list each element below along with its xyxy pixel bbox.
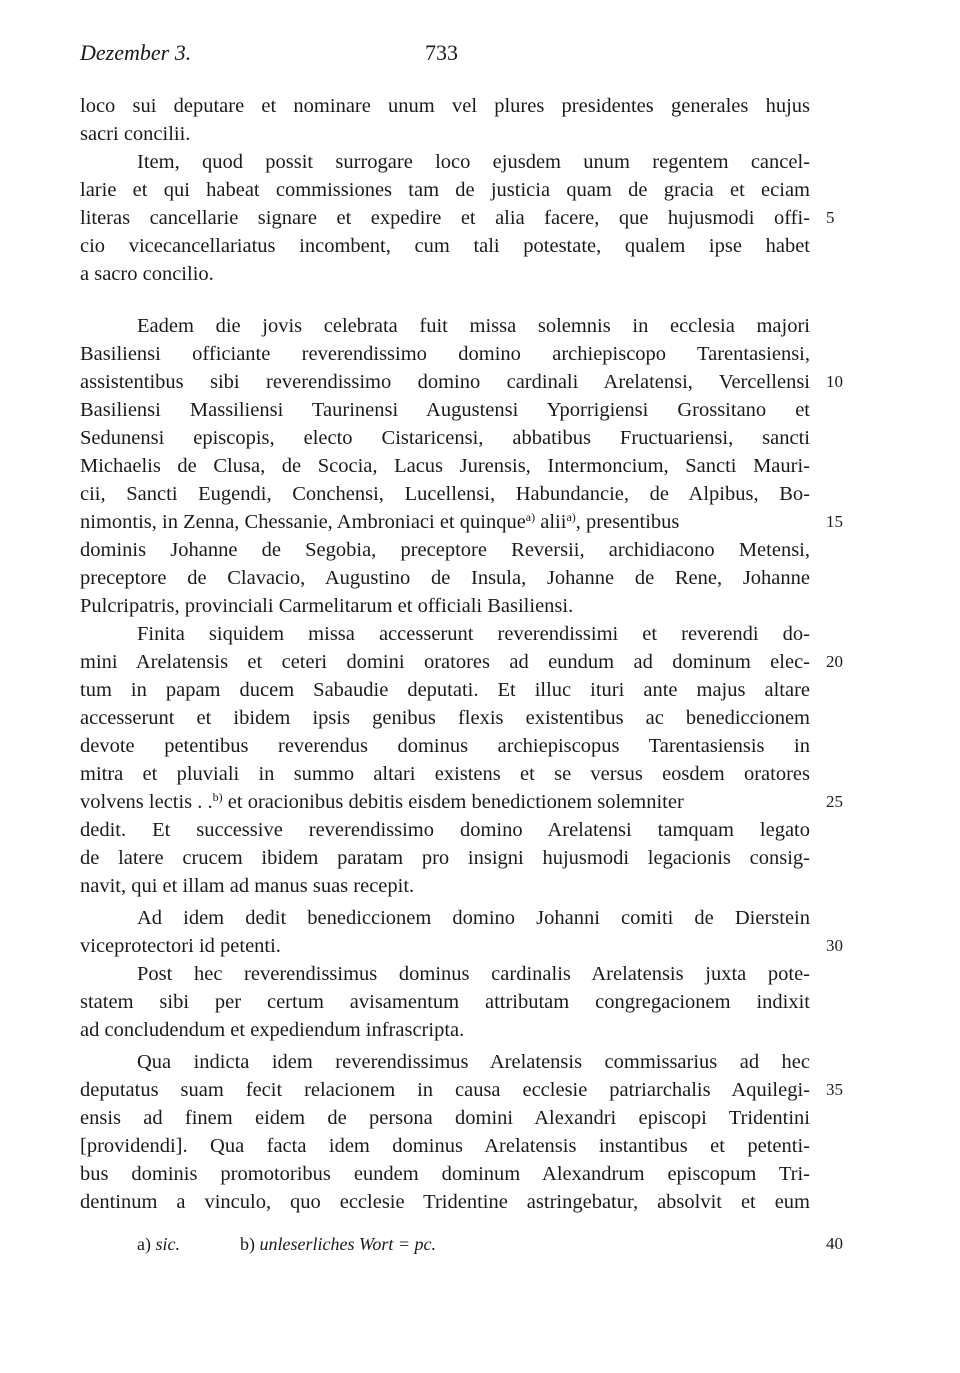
footnote-mark: b) [240, 1234, 255, 1254]
text-line: a sacro concilio. [80, 263, 214, 285]
margin-line-number: 10 [826, 372, 843, 391]
text-line: cii, Sancti Eugendi, Conchensi, Lucellensi, Habundancie, de Alpibus, Bo- [80, 483, 810, 505]
text-line: loco sui deputare et nominare unum vel plures presidentes generales hujus [80, 95, 810, 117]
text-line: Ad idem dedit benediccionem domino Johanni comiti de Dierstein [137, 907, 810, 929]
text-line: Michaelis de Clusa, de Scocia, Lacus Jurensis, Intermoncium, Sancti Mauri- [80, 455, 810, 477]
text-line: assistentibus sibi reverendissimo domino cardinali Arelatensi, Vercellensi [80, 371, 810, 393]
text-line: larie et qui habeat commissiones tam de justicia quam de gracia et eciam [80, 179, 810, 201]
margin-line-number: 5 [826, 208, 835, 227]
text-line: literas cancellarie signare et expedire et alia facere, que hujusmodi offi- [80, 207, 810, 229]
text-line: ad concludendum et expediendum infrascripta. [80, 1019, 465, 1041]
text-line-with-notes [80, 788, 810, 816]
text-line: deputatus suam fecit relacionem in causa ecclesie patriarchalis Aquilegi- [80, 1079, 810, 1101]
footnote-ref-b: b) [212, 790, 223, 804]
text-segment: nimontis, in Zenna, Chessanie, Ambroniaci et quinque$^{a)}$ alii$^{a)}$, presentibus [80, 510, 680, 533]
text-line-with-notes [80, 508, 810, 536]
text-line: [providendi]. Qua facta idem dominus Arelatensis instantibus et petenti- [80, 1135, 810, 1157]
text-line: bus dominis promotoribus eundem dominum Alexandrum episcopum Tri- [80, 1163, 810, 1185]
margin-line-number: 15 [826, 512, 843, 531]
text-line: dominis Johanne de Segobia, preceptore Reversii, archidiacono Metensi, [80, 539, 810, 561]
text-line: de latere crucem ibidem paratam pro insigni hujusmodi legacionis consig- [80, 847, 810, 869]
text-line: preceptore de Clavacio, Augustino de Insula, Johanne de Rene, Johanne [80, 567, 810, 589]
text-line: Item, quod possit surrogare loco ejusdem unum regentem cancel- [137, 151, 810, 173]
margin-line-number: 20 [826, 652, 843, 671]
margin-line-number: 25 [826, 792, 843, 811]
text-line: mitra et pluviali in summo altari existens et se versus eosdem oratores [80, 763, 810, 785]
text-line: tum in papam ducem Sabaudie deputati. Et illuc ituri ante majus altare [80, 679, 810, 701]
text-line: accesserunt et ibidem ipsis genibus flexis existentibus ac benediccionem [80, 707, 810, 729]
footnote-text: unleserliches Wort = pc. [259, 1234, 436, 1254]
footnote-a [137, 1230, 180, 1258]
text-line: Post hec reverendissimus dominus cardinalis Arelatensis juxta pote- [137, 963, 810, 985]
footnote-ref-a: a) [525, 510, 536, 524]
text-line: Basiliensi officiante reverendissimo domino archiepiscopo Tarentasiensi, [80, 343, 810, 365]
text-line: statem sibi per certum avisamentum attributam congregacionem indixit [80, 991, 810, 1013]
text-line: dentinum a vinculo, quo ecclesie Tridentine astringebatur, absolvit et eum [80, 1191, 810, 1213]
text-line: viceprotectori id petenti. [80, 935, 281, 957]
text-line: mini Arelatensis et ceteri domini oratores ad eundum ad dominum elec- [80, 651, 810, 673]
text-line: Basiliensi Massiliensi Taurinensi Augustensi Yporrigiensi Grossitano et [80, 399, 810, 421]
text-line: dedit. Et successive reverendissimo domino Arelatensi tamquam legato [80, 819, 810, 841]
page-number: 733 [425, 40, 458, 65]
text-line: Qua indicta idem reverendissimus Arelatensis commissarius ad hec [137, 1051, 810, 1073]
footnote-ref-a: a) [566, 510, 576, 524]
text-line: Eadem die jovis celebrata fuit missa solemnis in ecclesia majori [137, 315, 810, 337]
running-head-title: Dezember 3. [80, 40, 192, 65]
footnote-text: sic. [155, 1234, 180, 1254]
margin-line-number: 30 [826, 936, 843, 955]
text-line: Sedunensi episcopis, electo Cistaricensi, abbatibus Fructuariensi, sancti [80, 427, 810, 449]
text-line: ensis ad finem eidem de persona domini Alexandri episcopi Tridentini [80, 1107, 810, 1129]
text-line: sacri concilii. [80, 123, 191, 145]
margin-line-number: 35 [826, 1080, 843, 1099]
text-line: devote petentibus reverendus dominus archiepiscopus Tarentasiensis in [80, 735, 810, 757]
footnote-b [240, 1230, 436, 1258]
margin-line-number: 40 [826, 1234, 843, 1253]
text-line: navit, qui et illam ad manus suas recepit. [80, 875, 415, 897]
footnote-mark: a) [137, 1234, 151, 1254]
text-line: cio vicecancellariatus incombent, cum tali potestate, qualem ipse habet [80, 235, 810, 257]
text-segment: volvens lectis . .$^{b)}$ et oracionibus debitis eisdem benedictionem solemniter [80, 790, 684, 813]
text-line: Finita siquidem missa accesserunt reverendissimi et reverendi do- [137, 623, 810, 645]
text-line: Pulcripatris, provinciali Carmelitarum et officiali Basiliensi. [80, 595, 574, 617]
